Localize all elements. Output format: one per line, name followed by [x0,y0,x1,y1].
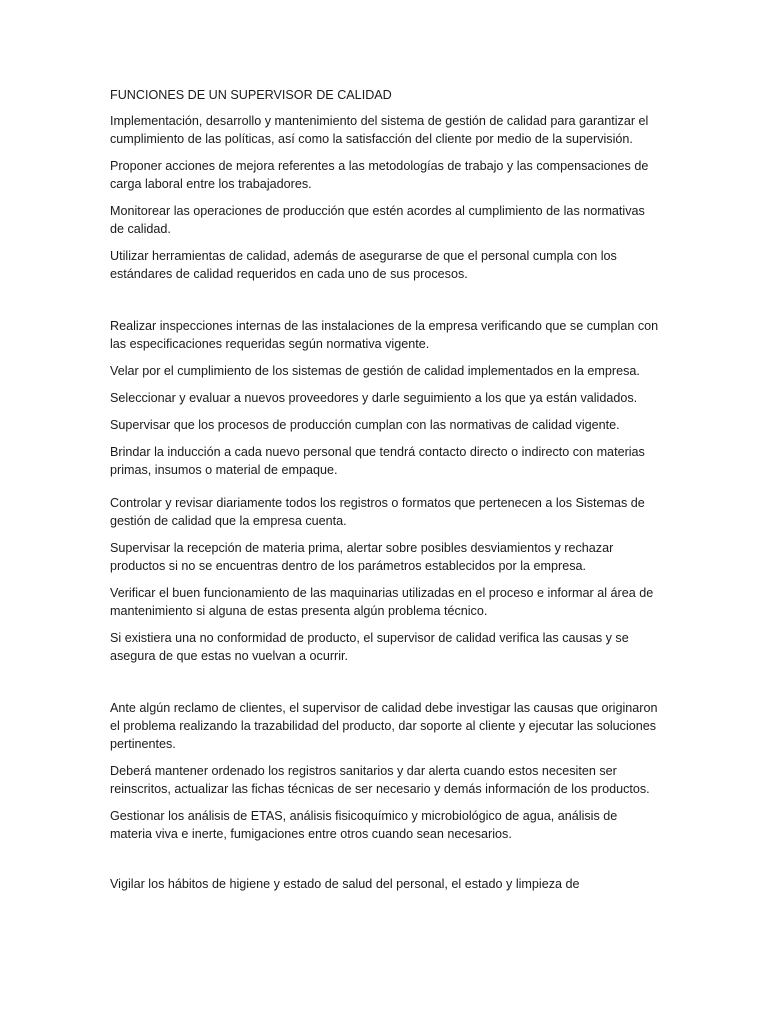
document-body [110,86,660,902]
paragraph-proponer-acciones: Proponer acciones de mejora referentes a las metodologías de trabajo y las compensaciones de carga laboral entre los trabajadores. [110,159,649,191]
paragraph-inspecciones-internas: Realizar inspecciones internas de las instalaciones de la empresa verificando que se cumplan con las especificaciones requeridas según normativa vigente. [110,319,659,351]
paragraph-supervisar-procesos: Supervisar que los procesos de producción cumplan con las normativas de calidad vigente. [110,418,620,432]
paragraph-no-conformidad: Si existiera una no conformidad de producto, el supervisor de calidad verifica las causas y se asegura de que estas no vuelvan a ocurrir. [110,631,629,663]
paragraph-velar-cumplimiento: Velar por el cumplimiento de los sistemas de gestión de calidad implementados en la empresa. [110,364,640,378]
paragraph-reclamo-clientes: Ante algún reclamo de clientes, el supervisor de calidad debe investigar las causas que originaron el problema realizando la trazabilidad del producto, dar soporte al cliente y ejecutar las soluciones pertinentes. [110,701,658,751]
paragraph-registros-sanitarios: Deberá mantener ordenado los registros sanitarios y dar alerta cuando estos necesiten ser reinscritos, actualizar las fichas técnicas de ser necesario y demás información de los productos. [110,764,650,796]
paragraph-brindar-induccion: Brindar la inducción a cada nuevo personal que tendrá contacto directo o indirecto con materias primas, insumos o material de empaque. [110,445,645,477]
paragraph-gestionar-analisis: Gestionar los análisis de ETAS, análisis fisicoquímico y microbiológico de agua, análisis de materia viva e inerte, fumigaciones entre otros cuando sean necesarios. [110,809,618,841]
paragraph-vigilar-habitos: Vigilar los hábitos de higiene y estado de salud del personal, el estado y limpieza de [110,877,580,891]
paragraph-controlar-registros: Controlar y revisar diariamente todos los registros o formatos que pertenecen a los Sistemas de gestión de calidad que la empresa cuenta. [110,496,645,528]
paragraph-utilizar-herramientas: Utilizar herramientas de calidad, además de asegurarse de que el personal cumpla con los estándares de calidad requeridos en cada uno de sus procesos. [110,249,617,281]
paragraph-implementacion: Implementación, desarrollo y mantenimiento del sistema de gestión de calidad para garantizar el cumplimiento de las políticas, así como la satisfacción del cliente por medio de la supervisión. [110,114,649,146]
paragraph-verificar-maquinarias: Verificar el buen funcionamiento de las maquinarias utilizadas en el proceso e informar al área de mantenimiento si alguna de estas presenta algún problema técnico. [110,586,654,618]
paragraph-seleccionar-proveedores: Seleccionar y evaluar a nuevos proveedores y darle seguimiento a los que ya están validados. [110,391,638,405]
paragraph-monitorear: Monitorear las operaciones de producción que estén acordes al cumplimiento de las normativas de calidad. [110,204,645,236]
paragraph-recepcion-materia-prima: Supervisar la recepción de materia prima, alertar sobre posibles desviamientos y rechazar productos si no se encuentras dentro de los parámetros establecidos por la empresa. [110,541,614,573]
document-title: FUNCIONES DE UN SUPERVISOR DE CALIDAD [110,88,392,102]
